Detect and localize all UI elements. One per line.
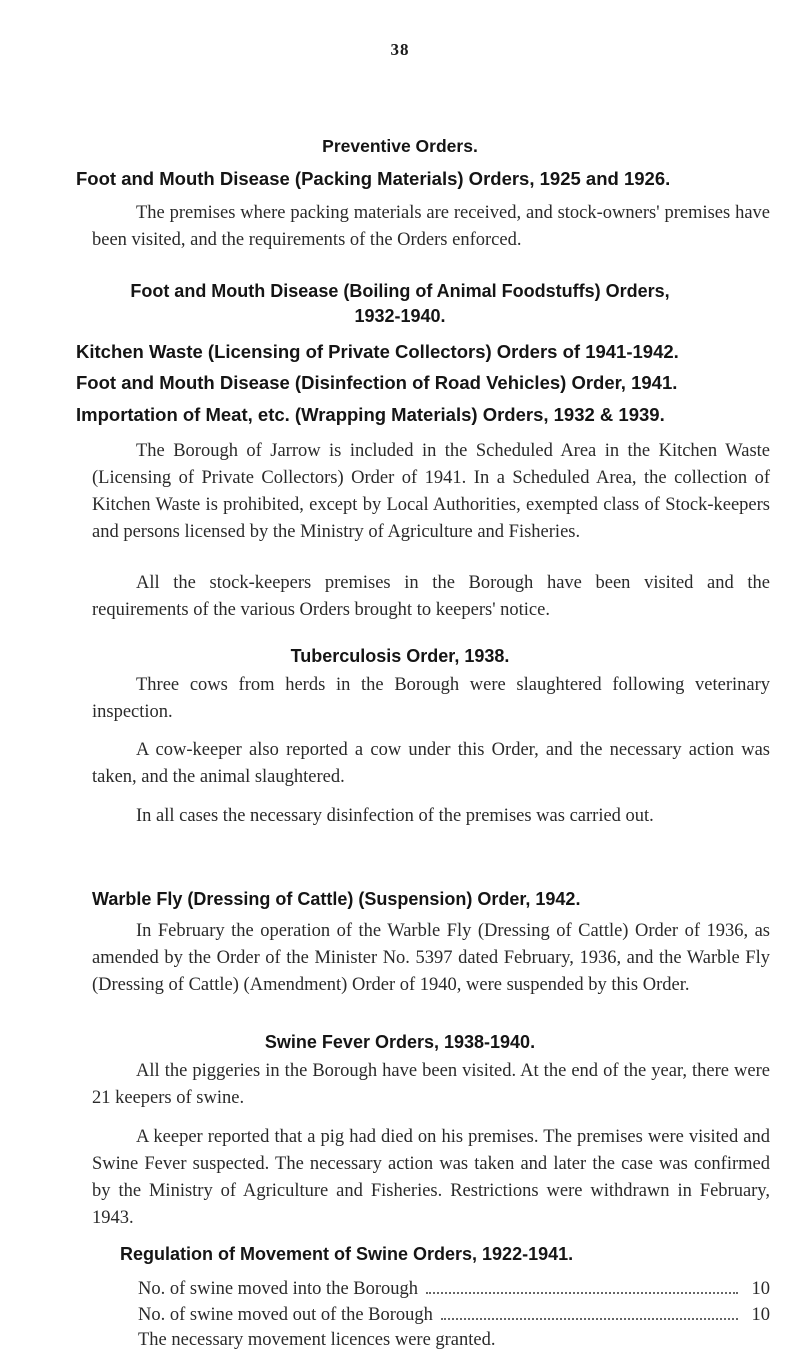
licences-note: The necessary movement licences were granted. bbox=[138, 1330, 496, 1350]
fmd-packing-paragraph: The premises where packing materials are received, and stock-owners' premises have been visited, and the requirements of the Orders enforced. bbox=[92, 203, 770, 250]
tuberculosis-heading: Tuberculosis Order, 1938. bbox=[290, 646, 510, 666]
kitchen-waste-heading: Kitchen Waste (Licensing of Private Collectors) Orders of 1941-1942. bbox=[76, 341, 679, 362]
tuberculosis-paragraph-2: A cow-keeper also reported a cow under this Order, and the necessary action was taken, and the animal slaughtered. bbox=[92, 740, 770, 787]
kitchen-waste-paragraph: The Borough of Jarrow is included in the Scheduled Area in the Kitchen Waste (Licensing of Private Collectors) Order of 1941. In a Scheduled Area, the collection of Kitchen Waste is prohibited, except by Local Authorities, exempted class of Stock-keepers and persons licensed by the Ministry of Agriculture and Fisheries. bbox=[92, 441, 770, 542]
stock-keepers-paragraph: All the stock-keepers premises in the Borough have been visited and the requirements of the various Orders brought to keepers' notice. bbox=[92, 573, 770, 620]
row-value: 10 bbox=[751, 1279, 770, 1299]
swine-fever-heading: Swine Fever Orders, 1938-1940. bbox=[264, 1032, 536, 1052]
regulation-heading: Regulation of Movement of Swine Orders, 1922-1941. bbox=[120, 1244, 574, 1264]
tuberculosis-paragraph-3: In all cases the necessary disinfection of the premises was carried out. bbox=[136, 806, 654, 826]
page-number: 38 bbox=[390, 40, 410, 59]
fmd-packing-heading: Foot and Mouth Disease (Packing Materials) Orders, 1925 and 1926. bbox=[76, 168, 671, 189]
warble-fly-paragraph: In February the operation of the Warble Fly (Dressing of Cattle) Order of 1936, as amended by the Order of the Minister No. 5397 dated February, 1936, and the Warble Fly (Dressing of Cattle) (Amendment) Order of 1940, were suspended by this Order. bbox=[92, 921, 770, 995]
warble-fly-heading: Warble Fly (Dressing of Cattle) (Suspension) Order, 1942. bbox=[92, 889, 581, 909]
swine-moved-in-row bbox=[138, 1279, 770, 1300]
swine-moved-out-row bbox=[138, 1305, 770, 1326]
fmd-disinfection-heading: Foot and Mouth Disease (Disinfection of Road Vehicles) Order, 1941. bbox=[76, 372, 678, 393]
fmd-boiling-heading-line1: Foot and Mouth Disease (Boiling of Animal Foodstuffs) Orders, bbox=[130, 281, 670, 301]
leader-dots bbox=[441, 1318, 738, 1320]
leader-dots bbox=[426, 1292, 738, 1294]
swine-fever-paragraph-1: All the piggeries in the Borough have been visited. At the end of the year, there were 21 keepers of swine. bbox=[92, 1061, 770, 1108]
importation-meat-heading: Importation of Meat, etc. (Wrapping Materials) Orders, 1932 & 1939. bbox=[76, 404, 665, 425]
row-label: No. of swine moved out of the Borough bbox=[138, 1305, 433, 1325]
row-value: 10 bbox=[751, 1305, 770, 1325]
swine-fever-paragraph-2: A keeper reported that a pig had died on his premises. The premises were visited and Swine Fever suspected. The necessary action was taken and later the case was confirmed by the Ministry of Agriculture and Fisheries. Restrictions were withdrawn in February, 1943. bbox=[92, 1127, 770, 1228]
fmd-boiling-heading-line2: 1932-1940. bbox=[354, 306, 446, 326]
preventive-orders-heading: Preventive Orders. bbox=[322, 136, 478, 156]
tuberculosis-paragraph-1: Three cows from herds in the Borough were slaughtered following veterinary inspection. bbox=[92, 675, 770, 722]
row-label: No. of swine moved into the Borough bbox=[138, 1279, 419, 1299]
